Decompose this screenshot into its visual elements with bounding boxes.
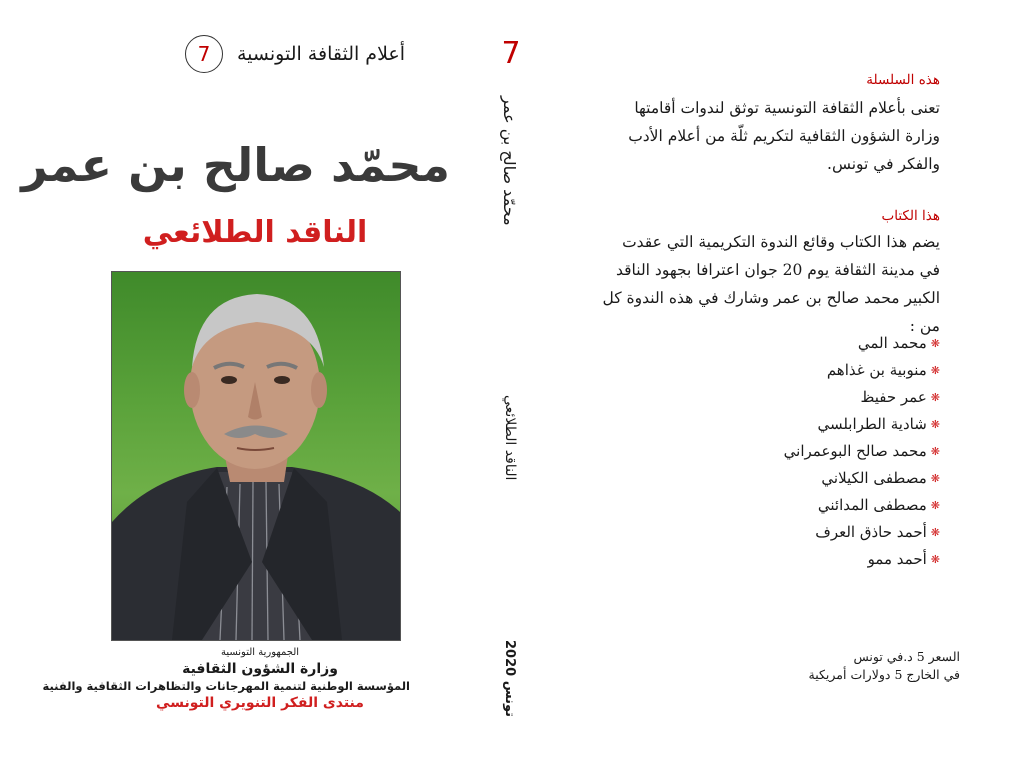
author-portrait <box>111 271 401 641</box>
asterisk-icon: ❋ <box>930 418 940 431</box>
series-section <box>600 72 940 178</box>
participants-list-wrap <box>600 330 940 573</box>
publisher-block <box>42 646 410 713</box>
series-header <box>150 34 440 74</box>
list-item: ❋ مصطفى الكيلاني <box>600 465 940 492</box>
author-title: محمّد صالح بن عمر <box>21 138 450 192</box>
list-item: ❋ مصطفى المدائني <box>600 492 940 519</box>
list-item: ❋ أحمد ممو <box>600 546 940 573</box>
publisher-institution: المؤسسة الوطنية لتنمية المهرجانات والتظاهرات الثقافية والفنية <box>42 679 410 693</box>
spine-subtitle: الناقد الطلائعي <box>502 395 518 481</box>
price-abroad: في الخارج 5 دولارات أمريكية <box>808 667 960 682</box>
list-item: ❋ أحمد حاذق العرف <box>600 519 940 546</box>
publisher-ministry: وزارة الشؤون الثقافية <box>182 661 338 677</box>
spine-number: 7 <box>501 36 521 71</box>
series-heading: هذه السلسلة <box>866 72 940 88</box>
asterisk-icon: ❋ <box>930 337 940 350</box>
asterisk-icon: ❋ <box>930 445 940 458</box>
price-block <box>760 648 960 684</box>
series-number-badge: 7 <box>185 35 223 73</box>
participants-list <box>600 330 940 573</box>
list-item: ❋ عمر حفيظ <box>600 384 940 411</box>
asterisk-icon: ❋ <box>930 364 940 377</box>
asterisk-icon: ❋ <box>930 526 940 539</box>
series-description: تعنى بأعلام الثقافة التونسية توثق لندوات أقامتها وزارة الشؤون الثقافية لتكريم ثلّة من أعلام الأدب والفكر في تونس. <box>628 99 940 173</box>
book-description: يضم هذا الكتاب وقائع الندوة التكريمية التي عقدت في مدينة الثقافة يوم 20 جوان اعترافا بجهود الناقد الكبير محمد صالح بن عمر وشارك في هذه الندوة كل من : <box>602 233 940 335</box>
asterisk-icon: ❋ <box>930 472 940 485</box>
book-heading: هذا الكتاب <box>881 208 940 224</box>
publisher-forum: منتدى الفكر التنويري التونسي <box>156 695 364 711</box>
asterisk-icon: ❋ <box>930 391 940 404</box>
asterisk-icon: ❋ <box>930 499 940 512</box>
list-item: ❋ محمد المي <box>600 330 940 357</box>
list-item: ❋ منوبية بن غذاهم <box>600 357 940 384</box>
publisher-republic: الجمهورية التونسية <box>220 647 300 658</box>
asterisk-icon: ❋ <box>930 553 940 566</box>
series-name: أعلام الثقافة التونسية <box>236 43 406 65</box>
spine-author: محمّد صالح بن عمر <box>500 96 519 226</box>
list-item: ❋ شادية الطرابلسي <box>600 411 940 438</box>
book-section <box>600 208 940 340</box>
list-item: ❋ محمد صالح البوعمراني <box>600 438 940 465</box>
book-subtitle: الناقد الطلائعي <box>142 215 368 250</box>
price-local: السعر 5 د.في تونس <box>853 649 960 664</box>
spine-place-year: تونس 2020 <box>502 640 517 718</box>
